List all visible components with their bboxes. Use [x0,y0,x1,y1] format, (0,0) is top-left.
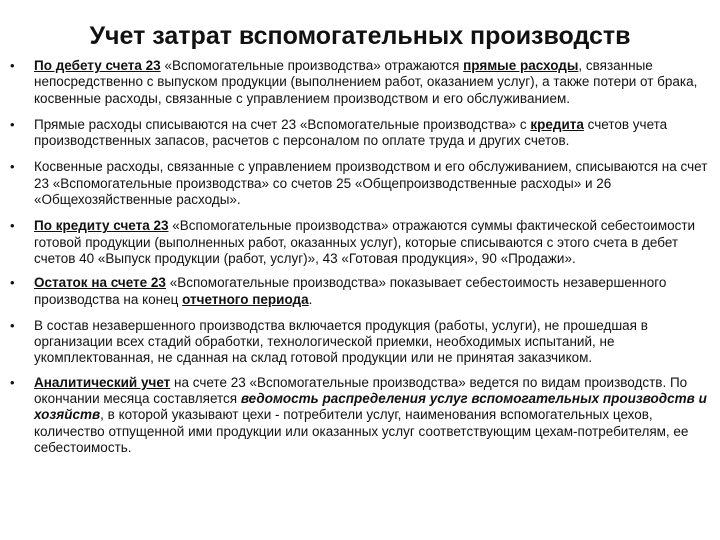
bullet-dot-icon: • [10,218,15,234]
text-run: «Вспомогательные производства» отражаются [160,58,464,73]
slide-title: Учет затрат вспомогательных производств [89,22,631,50]
emphasized-text: Аналитический учет [34,374,171,390]
bullet-item [0,117,720,150]
bullet-dot-icon: • [10,374,15,390]
bullet-dot-icon: • [10,159,15,175]
bullet-dot-icon: • [10,116,15,132]
emphasized-text: По дебету счета 23 [34,58,161,73]
bullet-dot-icon: • [10,58,15,73]
text-run: на счете 23 «Вспомогательные производства» ведется по видам производств. По окончании месяца составляется [34,374,688,407]
bullet-item [0,318,720,367]
bullet-text [34,117,708,150]
emphasized-text: прямые расходы [463,58,579,73]
text-run: . [308,291,313,307]
text-run: Косвенные расходы, связанные с управлением производством и его обслуживанием, списываются на счет 23 «Вспомогательные производства» со счетов 25 «Общепроизводственные расходы» и 26 «Общехозяйственные расходы». [34,159,708,208]
emphasized-text: Остаток на счете 23 [34,275,166,291]
text-run: , связанные непосредственно с выпуском продукции (выполнением работ, оказанием услуг), а также потери от брака, косвенные расходы, связанные с управлением производством и его обслуживанием. [34,58,698,106]
bullet-item [0,218,720,267]
bullet-text [34,375,708,456]
text-run: Прямые расходы списываются на счет 23 «Вспомогательные производства» с [34,116,531,132]
bullet-list [0,58,720,456]
text-run: В состав незавершенного производства включается продукция (работы, услуги), не прошедшая в организации всех стадий обработки, технологической приемки, необходимых испытаний, не укомплектованная, не сданная на склад готовой продукции или не принятая заказчиком. [34,317,648,366]
bullet-text [34,318,708,367]
text-run: «Вспомогательные производства» показывает себестоимость незавершенного производства на конец [34,275,667,307]
bullet-item [0,375,720,456]
emphasized-text: отчетного периода [182,291,309,307]
text-run: «Вспомогательные производства» отражаются суммы фактической себестоимости готовой продукции (выполненных работ, оказанных услуг), которые списываются с этого счета в дебет счетов 40 «Выпуск продукции (работ, услуг)», 43 «Готовая продукция», 90 «Продажи». [34,218,696,266]
bullet-text [34,159,708,208]
bullet-text [34,58,708,107]
bullet-text [34,275,708,308]
bullet-item [0,58,720,107]
emphasized-text: кредита [530,116,584,132]
emphasized-text: По кредиту счета 23 [34,218,169,234]
emphasized-text: ведомость распределения услуг вспомогательных производств и хозяйств [34,391,707,423]
bullet-dot-icon: • [10,317,15,333]
bullet-item [0,159,720,208]
text-run: , в которой указывают цехи - потребители услуг, наименования вспомогательных цехов, количество отпущенной ими продукции или оказанных услуг соответствующим цехам-потребителям, ее себестоимость. [34,407,689,455]
bullet-item [0,275,720,308]
bullet-dot-icon: • [10,275,15,291]
text-run: счетов учета производственных запасов, расчетов с персоналом по оплате труда и других счетов. [34,116,668,149]
bullet-text [34,218,708,267]
